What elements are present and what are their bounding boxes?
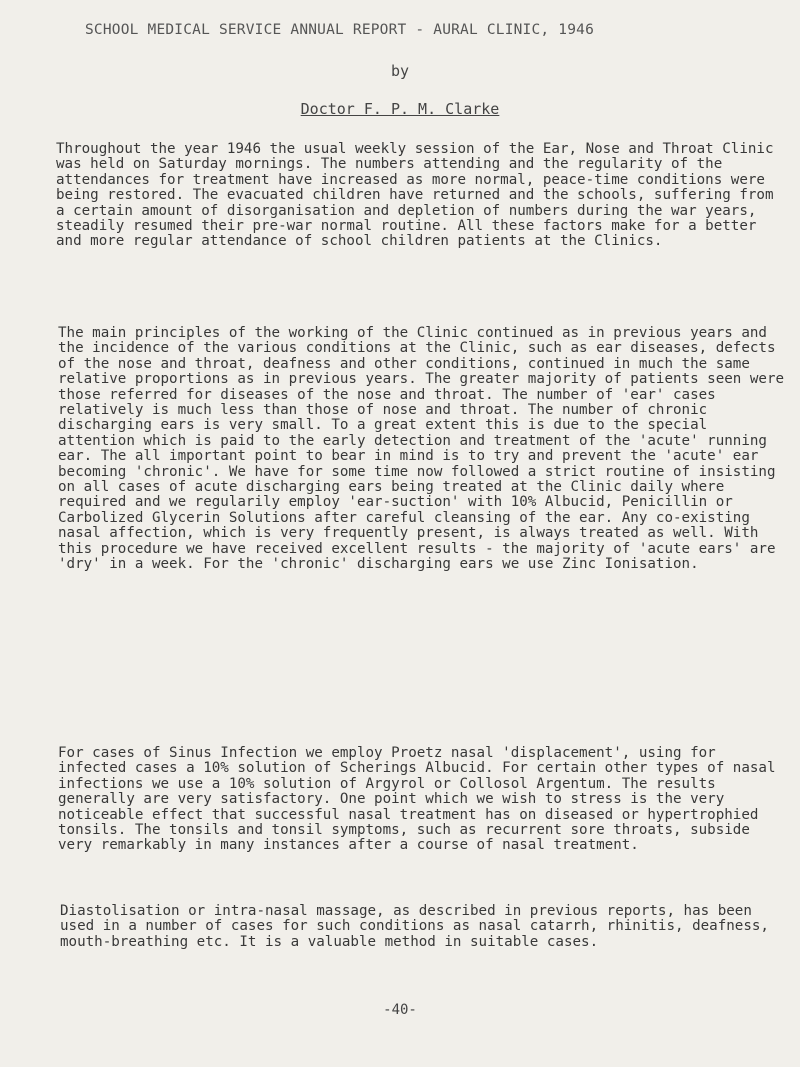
page-number: -40- (383, 1002, 417, 1018)
paragraph-attendance: Throughout the year 1946 the usual weekly session of the Ear, Nose and Throat Clinic was held on Saturday mornings. The numbers attending and the regularity of the attendances for treatment have increased as more normal, peace-time conditions were being restored. The evacuated children have returned and the schools, suffering from a certain amount of disorganisation and depletion of numbers during the war years, steadily resumed their pre-war normal routine. All these factors make for a better and more regular attendance of school children patients at the Clinics. (56, 141, 774, 250)
paragraph-diastolisation: Diastolisation or intra-nasal massage, as described in previous reports, has been used in a number of cases for such conditions as nasal catarrh, rhinitis, deafness, mouth-breathing etc. It is a valuable method in suitable cases. (60, 903, 769, 950)
by-line: by (390, 62, 410, 80)
paragraph-clinic-principles: The main principles of the working of the Clinic continued as in previous years and the incidence of the various conditions at the Clinic, such as ear diseases, defects of the nose and throat, deafness and other conditions, continued in much the same relative proportions as in previous years. The greater majority of patients seen were those referred for diseases of the nose and throat. The number of 'ear' cases relatively is much less than those of nose and throat. The number of chronic discharging ears is very small. To a great extent this is due to the special attention which is paid to the early detection and treatment of the 'acute' running ear. The all important point to bear in mind is to try and prevent the 'acute' ear becoming 'chronic'. We have for some time now followed a strict routine of insisting on all cases of acute discharging ears being treated at the Clinic daily where required and we regularily employ 'ear-suction' with 10% Albucid, Penicillin or Carbolized Glycerin Solutions after careful cleansing of the ear. Any co-existing nasal affection, which is very frequently present, is always treated as well. With this procedure we have received excellent results - the majority of 'acute ears' are 'dry' in a week. For the 'chronic' discharging ears we use Zinc Ionisation. (58, 325, 785, 573)
paragraph-sinus-infection: For cases of Sinus Infection we employ Proetz nasal 'displacement', using for infected cases a 10% solution of Scherings Albucid. For certain other types of nasal infections we use a 10% solution of Argyrol or Collosol Argentum. The results generally are very satisfactory. One point which we wish to stress is the very noticeable effect that successful nasal treatment has on diseased or hypertrophied tonsils. The tonsils and tonsil symptoms, such as recurrent sore throats, subside very remarkably in many instances after a course of nasal treatment. (58, 745, 776, 854)
report-header-title: SCHOOL MEDICAL SERVICE ANNUAL REPORT - AURAL CLINIC, 1946 (85, 22, 594, 38)
author-name: Doctor F. P. M. Clarke (300, 100, 500, 118)
